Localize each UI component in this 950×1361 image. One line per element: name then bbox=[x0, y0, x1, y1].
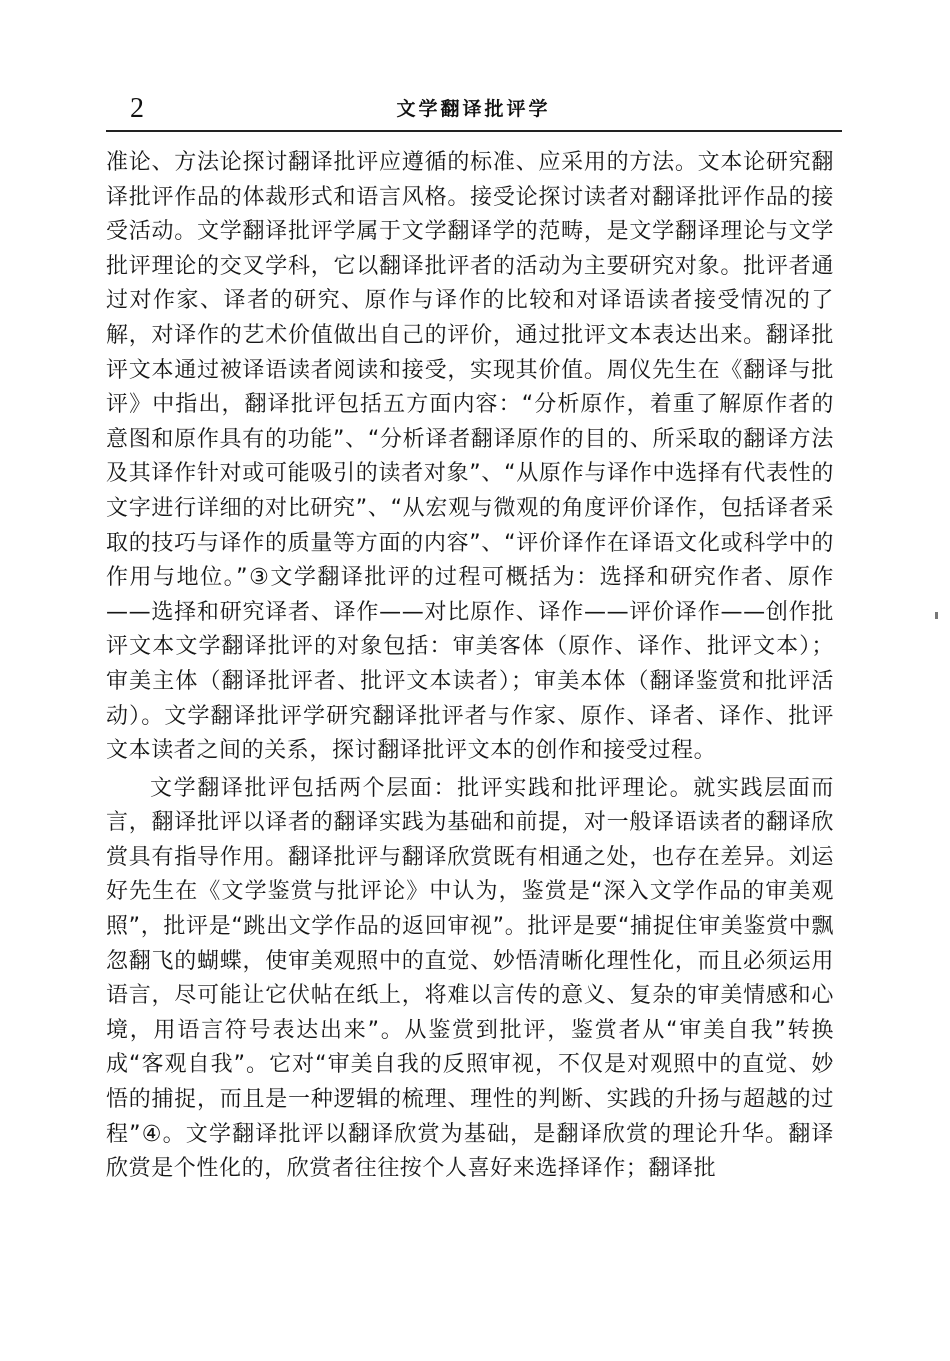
page-number: 2 bbox=[130, 93, 144, 124]
page-header bbox=[106, 92, 841, 128]
paragraph-continued: 准论、方法论探讨翻译批评应遵循的标准、应采用的方法。文本论研究翻译批评作品的体裁形式和语言风格。接受论探讨读者对翻译批评作品的接受活动。文学翻译批评学属于文学翻译学的范畴，是文学翻译理论与文学批评理论的交叉学科，它以翻译批评者的活动为主要研究对象。批评者通过对作家、译者的研究、原作与译作的比较和对译语读者接受情况的了解，对译作的艺术价值做出自己的评价，通过批评文本表达出来。翻译批评文本通过被译语读者阅读和接受，实现其价值。周仪先生在《翻译与批评》中指出，翻译批评包括五方面内容：“分析原作，着重了解原作者的意图和原作具有的功能”、“分析译者翻译原作的目的、所采取的翻译方法及其译作针对或可能吸引的读者对象”、“从原作与译作中选择有代表性的文字进行详细的对比研究”、“从宏观与微观的角度评价译作，包括译者采取的技巧与译作的质量等方面的内容”、“评价译作在译语文化或科学中的作用与地位。”③文学翻译批评的过程可概括为：选择和研究作者、原作——选择和研究译者、译作——对比原作、译作——评价译作——创作批评文本文学翻译批评的对象包括：审美客体（原作、译作、批评文本）；审美主体（翻译批评者、批评文本读者）；审美本体（翻译鉴赏和批评活动）。文学翻译批评学研究翻译批评者与作家、原作、译者、译作、批评文本读者之间的关系，探讨翻译批评文本的创作和接受过程。 bbox=[106, 150, 834, 764]
body-text bbox=[106, 146, 834, 1187]
scan-speck bbox=[935, 612, 938, 619]
running-title: 文学翻译批评学 bbox=[396, 98, 551, 120]
header-divider bbox=[106, 130, 842, 132]
paragraph: 文学翻译批评包括两个层面：批评实践和批评理论。就实践层面而言，翻译批评以译者的翻译实践为基础和前提，对一般译语读者的翻译欣赏具有指导作用。翻译批评与翻译欣赏既有相通之处，也存在差异。刘运好先生在《文学鉴赏与批评论》中认为，鉴赏是“深入文学作品的审美观照”，批评是“跳出文学作品的返回审视”。批评是要“捕捉住审美鉴赏中飘忽翻飞的蝴蝶，使审美观照中的直觉、妙悟清晰化理性化，而且必须运用语言，尽可能让它伏帖在纸上，将难以言传的意义、复杂的审美情感和心境，用语言符号表达出来”。从鉴赏到批评，鉴赏者从“审美自我”转换成“客观自我”。它对“审美自我的反照审视，不仅是对观照中的直觉、妙悟的捕捉，而且是一种逻辑的梳理、理性的判断、实践的升扬与超越的过程”④。文学翻译批评以翻译欣赏为基础，是翻译欣赏的理论升华。翻译欣赏是个性化的，欣赏者往往按个人喜好来选择译作；翻译批 bbox=[106, 775, 834, 1182]
